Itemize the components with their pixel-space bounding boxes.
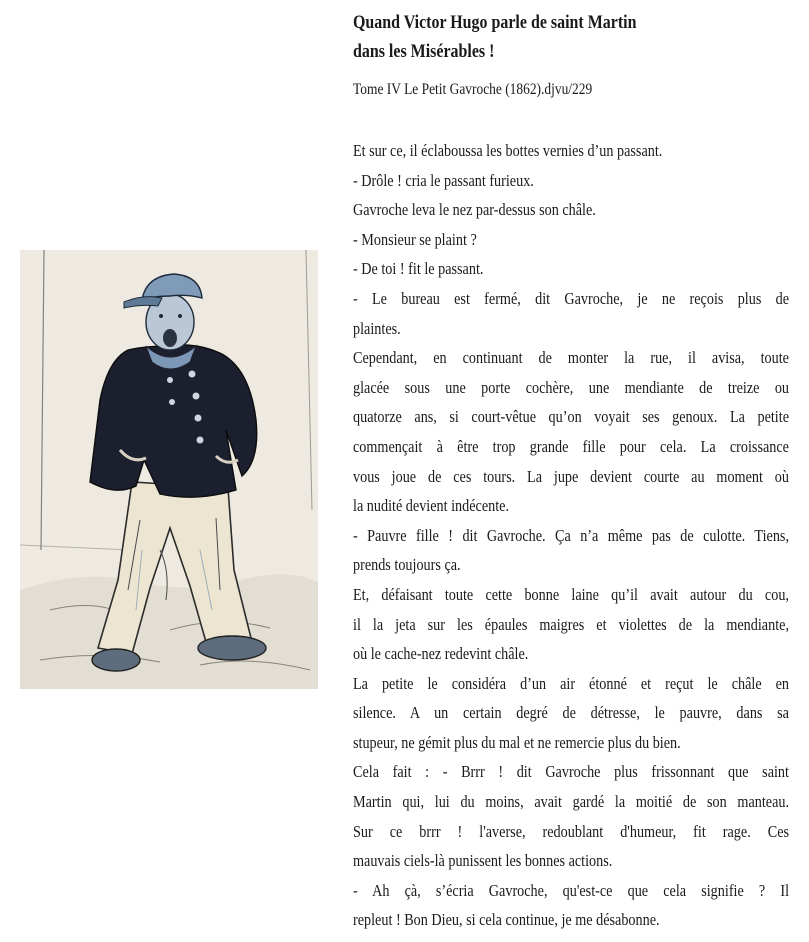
text-line: prends toujours ça. — [353, 555, 461, 575]
text-line: - Pauvre fille ! dit Gavroche. Ça n’a même pas de culotte. Tiens, — [353, 525, 789, 545]
source-reference: Tome IV Le Petit Gavroche (1862).djvu/229 — [353, 81, 593, 98]
text-line: Sur ce brrr ! l'averse, redoublant d'humeur, fit rage. Ces — [353, 821, 789, 841]
text-line: Et sur ce, il éclaboussa les bottes vernies d’un passant. — [353, 141, 663, 160]
text-line: plaintes. — [353, 318, 401, 338]
text-line: silence. A un certain degré de détresse, le pauvre, dans sa — [353, 703, 789, 723]
text-line: Gavroche leva le nez par-dessus son châle. — [353, 200, 596, 220]
excerpt-body — [353, 136, 789, 935]
text-line: - Ah çà, s’écria Gavroche, qu'est-ce que cela signifie ? Il — [353, 880, 789, 900]
text-line: - De toi ! fit le passant. — [353, 259, 484, 279]
title-line-1: Quand Victor Hugo parle de saint Martin — [353, 12, 637, 33]
article — [353, 8, 789, 930]
title-line-2: dans les Misérables ! — [353, 41, 495, 62]
text-line: La petite le considéra d’un air étonné et reçut le châle en — [353, 673, 789, 693]
text-line: quatorze ans, si court-vêtue qu’on voyait ses genoux. La petite — [353, 407, 789, 427]
gavroche-illustration — [20, 250, 318, 689]
text-line: - Drôle ! cria le passant furieux. — [353, 170, 534, 190]
text-line: glacée sous une porte cochère, une mendiante de treize ou — [353, 377, 789, 397]
article-title — [353, 8, 790, 66]
text-line: Cela fait : - Brrr ! dit Gavroche plus frissonnant que saint — [353, 762, 789, 782]
text-line: commençait à être trop grande fille pour cela. La croissance — [353, 436, 789, 456]
text-line: Martin qui, lui du moins, avait gardé la moitié de son manteau. — [353, 792, 789, 812]
text-line: - Monsieur se plaint ? — [353, 229, 477, 249]
text-line: mauvais ciels-là punissent les bonnes actions. — [353, 851, 613, 871]
text-line: Et, défaisant toute cette bonne laine qu’il avait autour du cou, — [353, 584, 789, 604]
text-line: repleut ! Bon Dieu, si cela continue, je me désabonne. — [353, 910, 660, 930]
text-line: stupeur, ne gémit plus du mal et ne remercie plus du bien. — [353, 732, 681, 752]
text-line: Cependant, en continuant de monter la rue, il avisa, toute — [353, 348, 789, 368]
text-line: vous joue de ces tours. La jupe devient courte au moment où — [353, 466, 789, 486]
text-line: il la jeta sur les épaules maigres et violettes de la mendiante, — [353, 614, 789, 634]
text-line: - Le bureau est fermé, dit Gavroche, je ne reçois plus de — [353, 288, 789, 308]
text-line: où le cache-nez redevint châle. — [353, 644, 529, 664]
text-line: la nudité devient indécente. — [353, 496, 510, 516]
